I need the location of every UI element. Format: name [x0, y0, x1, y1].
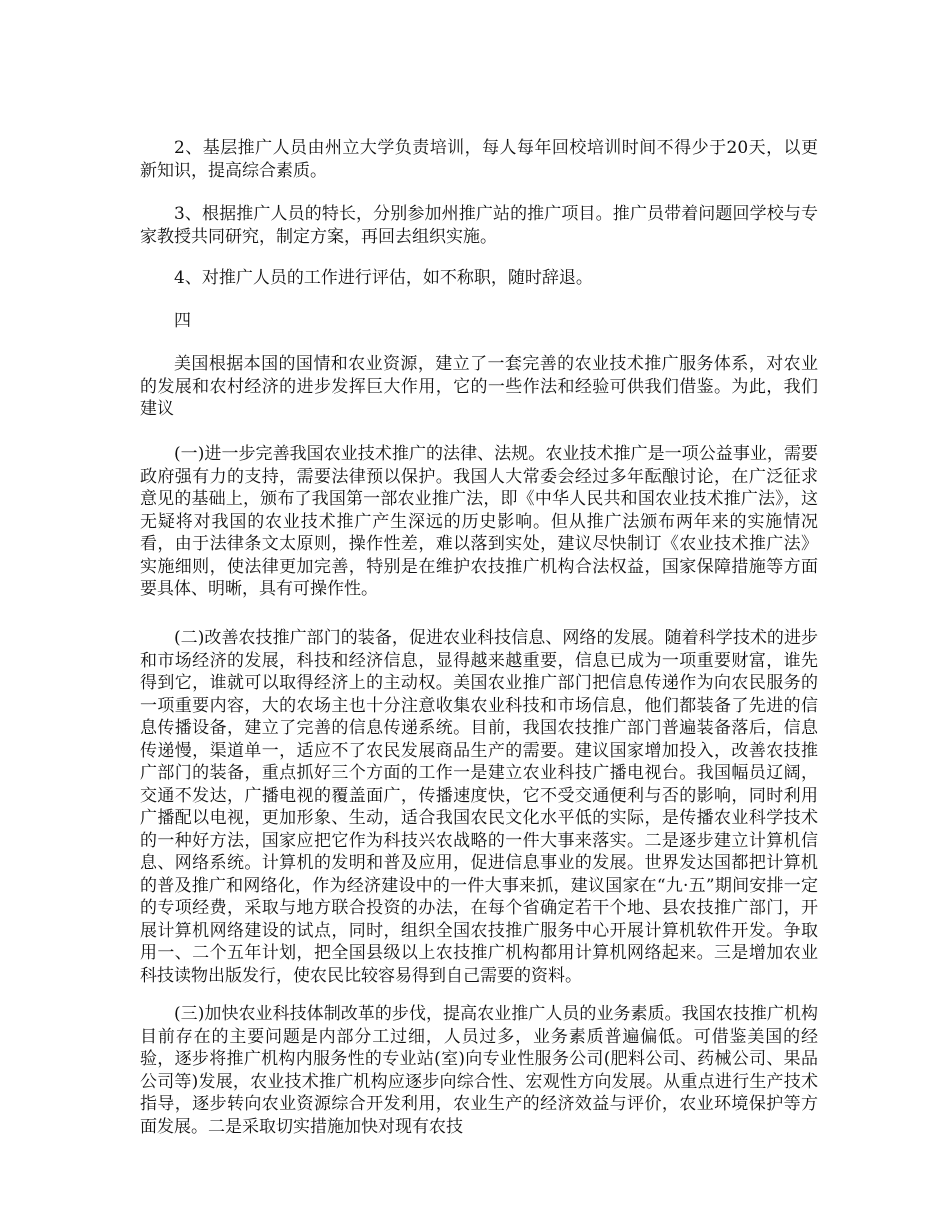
paragraph-evaluation: [140, 267, 818, 290]
paragraph-suggestion-two: [140, 627, 818, 987]
section-heading-four: [140, 310, 818, 333]
paragraph-suggestion-three: [140, 1003, 818, 1138]
paragraph-text: 3、根据推广人员的特长，分别参加州推广站的推广项目。推广员带着问题回学校与专家教授共同研究，制定方案，再回去组织实施。: [140, 204, 818, 247]
paragraph-suggestion-one: [140, 443, 818, 601]
paragraph-training: [140, 137, 818, 182]
paragraph-text: (一)进一步完善我国农业技术推广的法律、法规。农业技术推广是一项公益事业，需要政府强有力的支持，需要法律预以保护。我国人大常委会经过多年酝酿讨论，在广泛征求意见的基础上，颁布了我国第一部农业推广法，即《中华人民共和国农业技术推广法》，这无疑将对我国的农业技术推广产生深远的历史影响。但从推广法颁布两年来的实施情况看，由于法律条文太原则，操作性差，难以落到实处，建议尽快制订《农业技术推广法》实施细则，使法律更加完善，特别是在维护农技推广机构合法权益，国家保障措施等方面要具体、明晰，具有可操作性。: [140, 444, 818, 599]
paragraph-text: 美国根据本国的国情和农业资源，建立了一套完善的农业技术推广服务体系，对农业的发展和农村经济的进步发挥巨大作用，它的一些作法和经验可供我们借鉴。为此，我们建议: [140, 354, 818, 419]
paragraph-text: (二)改善农技推广部门的装备，促进农业科技信息、网络的发展。随着科学技术的进步和市场经济的发展，科技和经济信息，显得越来越重要，信息已成为一项重要财富，谁先得到它，谁就可以取得经济上的主动权。美国农业推广部门把信息传递作为向农民服务的一项重要内容，大的农场主也十分注意收集农业科技和市场信息，他们都装备了先进的信息传播设备，建立了完善的信息传递系统。目前，我国农技推广部门普遍装备落后，信息传递慢，渠道单一，适应不了农民发展商品生产的需要。建议国家增加投入，改善农技推广部门的装备，重点抓好三个方面的工作一是建立农业科技广播电视台。我国幅员辽阔，交通不发达，广播电视的覆盖面广，传播速度快，它不受交通便利与否的影响，同时利用广播配以电视，更加形象、生动，适合我国农民文化水平低的实际，是传播农业科学技术的一种好方法，国家应把它作为科技兴农战略的一件大事来落实。二是逐步建立计算机信息、网络系统。计算机的发明和普及应用，促进信息事业的发展。世界发达国都把计算机的普及推广和网络化，作为经济建设中的一件大事来抓，建议国家在“九·五”期间安排一定的专项经费，采取与地方联合投资的办法，在每个省确定若干个地、县农技推广部门，开展计算机网络建设的试点，同时，组织全国农技推广服务中心开展计算机软件开发。争取用一、二个五年计划，把全国县级以上农技推广机构都用计算机网络起来。三是增加农业科技读物出版发行，使农民比较容易得到自己需要的资料。: [140, 628, 818, 986]
paragraph-projects: [140, 203, 818, 248]
section-heading: 四: [174, 311, 191, 331]
paragraph-intro: [140, 353, 818, 421]
paragraph-text: 2、基层推广人员由州立大学负责培训，每人每年回校培训时间不得少于20天，以更新知识，提高综合素质。: [140, 138, 818, 181]
paragraph-text: 4、对推广人员的工作进行评估，如不称职，随时辞退。: [174, 268, 593, 288]
paragraph-text: (三)加快农业科技体制改革的步伐，提高农业推广人员的业务素质。我国农技推广机构目前存在的主要问题是内部分工过细，人员过多，业务素质普遍偏低。可借鉴美国的经验，逐步将推广机构内服务性的专业站(室)向专业性服务公司(肥料公司、药械公司、果品公司等)发展，农业技术推广机构应逐步向综合性、宏观性方向发展。从重点进行生产技术指导，逐步转向农业资源综合开发利用，农业生产的经济效益与评价，农业环境保护等方面发展。二是采取切实措施加快对现有农技: [140, 1004, 818, 1137]
